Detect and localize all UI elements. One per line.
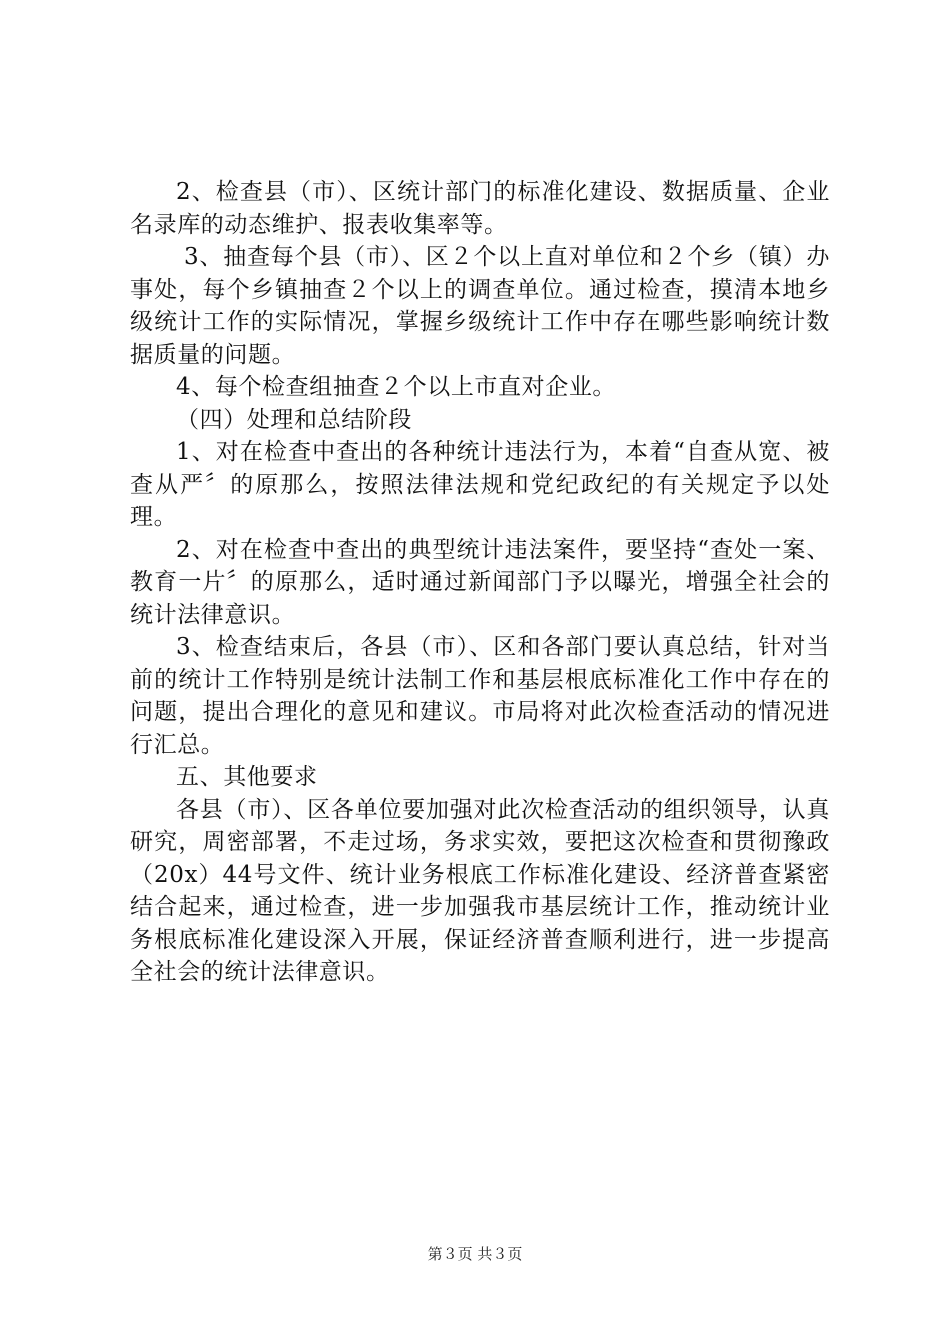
page-number-footer: 第３页 共３页 [427, 1245, 523, 1263]
paragraph-handle-violations: 1、对在检查中查出的各种统计违法行为，本着“自查从宽、被查从严〞的原那么，按照法律法规和党纪政纪的有关规定予以处理。 [130, 439, 830, 530]
section-heading-other-requirements: 五、其他要求 [176, 764, 318, 790]
paragraph-typical-cases: 2、对在检查中查出的典型统计违法案件，要坚持“查处一案、教育一片〞的原那么，适时通过新闻部门予以曝光，增强全社会的统计法律意识。 [130, 536, 830, 628]
section-heading-handling-summary: （四）处理和总结阶段 [176, 406, 412, 433]
paragraph-after-check-summary: 3、检查结束后，各县（市）、区和各部门要认真总结，针对当前的统计工作特别是统计法制工作和基层根底标准化工作中存在的问题，提出合理化的意见和建议。市局将对此次检查活动的情况进行汇总。 [130, 634, 830, 758]
paragraph-organization-leadership: 各县（市）、区各单位要加强对此次检查活动的组织领导，认真研究，周密部署，不走过场，务求实效，要把这次检查和贯彻豫政（20x）44号文件、统计业务根底工作标准化建设、经济普查紧密结合起来，通过检查，进一步加强我市基层统计工作，推动统计业务根底标准化建设深入开展，保证经济普查顺利进行，进一步提高全社会的统计法律意识。 [130, 796, 830, 985]
document-body [130, 176, 830, 989]
paragraph-spot-check-units: 3、抽查每个县（市）、区２个以上直对单位和２个乡（镇）办事处，每个乡镇抽查２个以上的调查单位。通过检查，摸清本地乡级统计工作的实际情况，掌握乡级统计工作中存在哪些影响统计数据质量的问题。 [130, 244, 830, 368]
paragraph-check-county-standardization: 2、检查县（市）、区统计部门的标准化建设、数据质量、企业名录库的动态维护、报表收集率等。 [130, 179, 830, 238]
paragraph-check-group-enterprises: 4、每个检查组抽查２个以上市直对企业。 [176, 374, 617, 400]
